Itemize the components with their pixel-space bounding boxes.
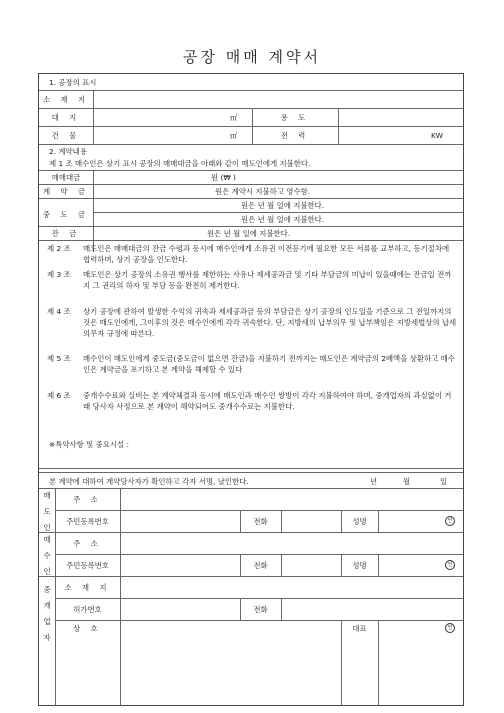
article-5-number: 제 5 조 — [47, 354, 71, 363]
agent-license-label: 허가번호 — [73, 605, 102, 614]
balance-value: 원은 년 월 일에 지불한다. — [207, 229, 291, 238]
article-2-number: 제 2 조 — [47, 244, 71, 253]
date-day: 일 — [440, 477, 448, 486]
use-field[interactable] — [342, 110, 461, 124]
building-area-field[interactable] — [97, 128, 227, 142]
seller-phone-label: 전화 — [253, 517, 268, 526]
price-label: 매매대금 — [51, 173, 81, 182]
agent-representative-label: 대표 — [352, 624, 367, 633]
power-unit: KW — [431, 131, 443, 140]
article-6-text: 중개수수료와 실비는 본 계약체결과 동시에 매도인과 매수인 쌍방이 각각 지불하여야 하며, 중개업자의 과실없이 거래 당사자 사정으로 본 계약이 해약되어도 중개수수료는 지불한다. — [83, 391, 452, 411]
building-label: 건 물 — [51, 131, 81, 140]
seller-address-field[interactable] — [123, 491, 461, 508]
power-label: 전 력 — [280, 131, 310, 140]
buyer-phone-field[interactable] — [284, 557, 338, 574]
article-4-text: 상기 공장에 관하여 발생한 수익의 귀속과 제세공과금 등의 부담금은 상기 공장의 인도일을 기준으로 그 전일까지의 것은 매도인에게, 그이후의 것은 매수인에게 각각 귀속한다. 단, 지방세의 납부의무 및 납부책임은 지방세법상의 납세의무자 규정에 따른다. — [83, 307, 457, 338]
section2-heading: 2. 계약내용 — [49, 147, 87, 156]
buyer-address-field[interactable] — [123, 535, 461, 552]
seller-name-field[interactable] — [381, 513, 443, 530]
mid-payment-label: 중 도 금 — [42, 210, 90, 219]
buyer-name-field[interactable] — [381, 557, 443, 574]
agent-trade-name-label: 상 호 — [73, 624, 102, 633]
use-label: 용 도 — [280, 113, 310, 122]
article-5-text: 매수인이 매도인에게 중도금(중도금이 없으면 잔금)을 지불하기 전까지는 매도인은 계약금의 2배액을 상환하고 매수인은 계약금을 포기하고 본 계약을 해제할 수 있다 — [83, 354, 455, 374]
section1-heading: 1. 공장의 표시 — [49, 78, 97, 87]
land-area-unit: ㎡ — [230, 113, 238, 122]
seller-rrn-label: 주민등록번호 — [66, 517, 109, 526]
power-field[interactable] — [342, 128, 442, 142]
date-month: 월 — [403, 477, 411, 486]
article-6-number: 제 6 조 — [47, 391, 71, 400]
buyer-address-label: 주 소 — [73, 539, 102, 548]
buyer-rrn-field[interactable] — [123, 557, 237, 574]
buyer-rrn-label: 주민등록번호 — [66, 561, 109, 570]
agent-phone-label: 전화 — [253, 605, 268, 614]
buyer-label: 매수인 — [43, 535, 51, 576]
agent-representative-field[interactable] — [381, 623, 443, 640]
seller-name-label: 성명 — [352, 517, 367, 526]
location-field[interactable] — [97, 92, 461, 106]
deposit-label: 계 약 금 — [42, 187, 90, 196]
buyer-phone-label: 전화 — [253, 561, 268, 570]
special-terms-label: ※특약사항 및 중요시설 : — [49, 440, 129, 449]
article-3-text: 매도인은 상기 공장의 소유권 행사를 제한하는 사유나 제세공과금 및 기타 부담금의 미납이 있을때에는 잔금일 전까지 그 권리의 하자 및 부담 등을 완전히 제거한다. — [83, 270, 452, 290]
date-year: 년 — [370, 477, 378, 486]
mid-payment-2: 원은 년 월 일에 지불한다. — [241, 215, 325, 224]
confirmation-text: 본 계약에 대하여 계약당사자가 확인하고 각자 서명, 날인한다. — [49, 477, 249, 486]
buyer-name-label: 성명 — [352, 561, 367, 570]
balance-label: 잔 금 — [51, 229, 81, 238]
buyer-seal-icon: 인 — [445, 560, 455, 570]
deposit-value: 원은 계약시 지불하고 영수함. — [215, 187, 311, 196]
agent-trade-name-field[interactable] — [123, 623, 338, 640]
page-title: 공장 매매 계약서 — [183, 48, 321, 66]
special-terms-field[interactable] — [47, 450, 457, 474]
building-area-unit: ㎡ — [230, 131, 238, 140]
contract-form — [38, 73, 464, 706]
agent-label: 중개업자 — [43, 585, 51, 642]
seller-seal-icon: 인 — [445, 516, 455, 526]
seller-phone-field[interactable] — [284, 513, 338, 530]
article-1: 제 1 조 매수인은 상기 표시 공장의 매매대금을 아래와 같이 매도인에게 지불한다. — [49, 159, 311, 168]
seller-rrn-field[interactable] — [123, 513, 237, 530]
mid-payment-1: 원은 년 월 일에 지불한다. — [241, 201, 325, 210]
land-label: 대 지 — [51, 113, 81, 122]
article-2-text: 매도인은 매매대금의 잔금 수령과 동시에 매수인에게 소유권 이전등기에 필요한 모든 서류를 교부하고, 등기절차에 협력하며, 상기 공장을 인도한다. — [83, 244, 450, 264]
seller-address-label: 주 소 — [73, 495, 102, 504]
agent-location-label: 소 재 지 — [64, 583, 111, 592]
location-label: 소 재 지 — [42, 95, 90, 104]
article-4-number: 제 4 조 — [47, 307, 71, 316]
price-value: 원 (₩ ) — [211, 173, 236, 182]
agent-license-field[interactable] — [123, 601, 237, 618]
agent-seal-icon: 인 — [445, 623, 455, 633]
seller-label: 매도인 — [43, 491, 51, 532]
land-area-field[interactable] — [97, 110, 227, 124]
agent-phone-field[interactable] — [284, 601, 461, 618]
article-3-number: 제 3 조 — [47, 270, 71, 279]
agent-location-field[interactable] — [123, 579, 461, 596]
